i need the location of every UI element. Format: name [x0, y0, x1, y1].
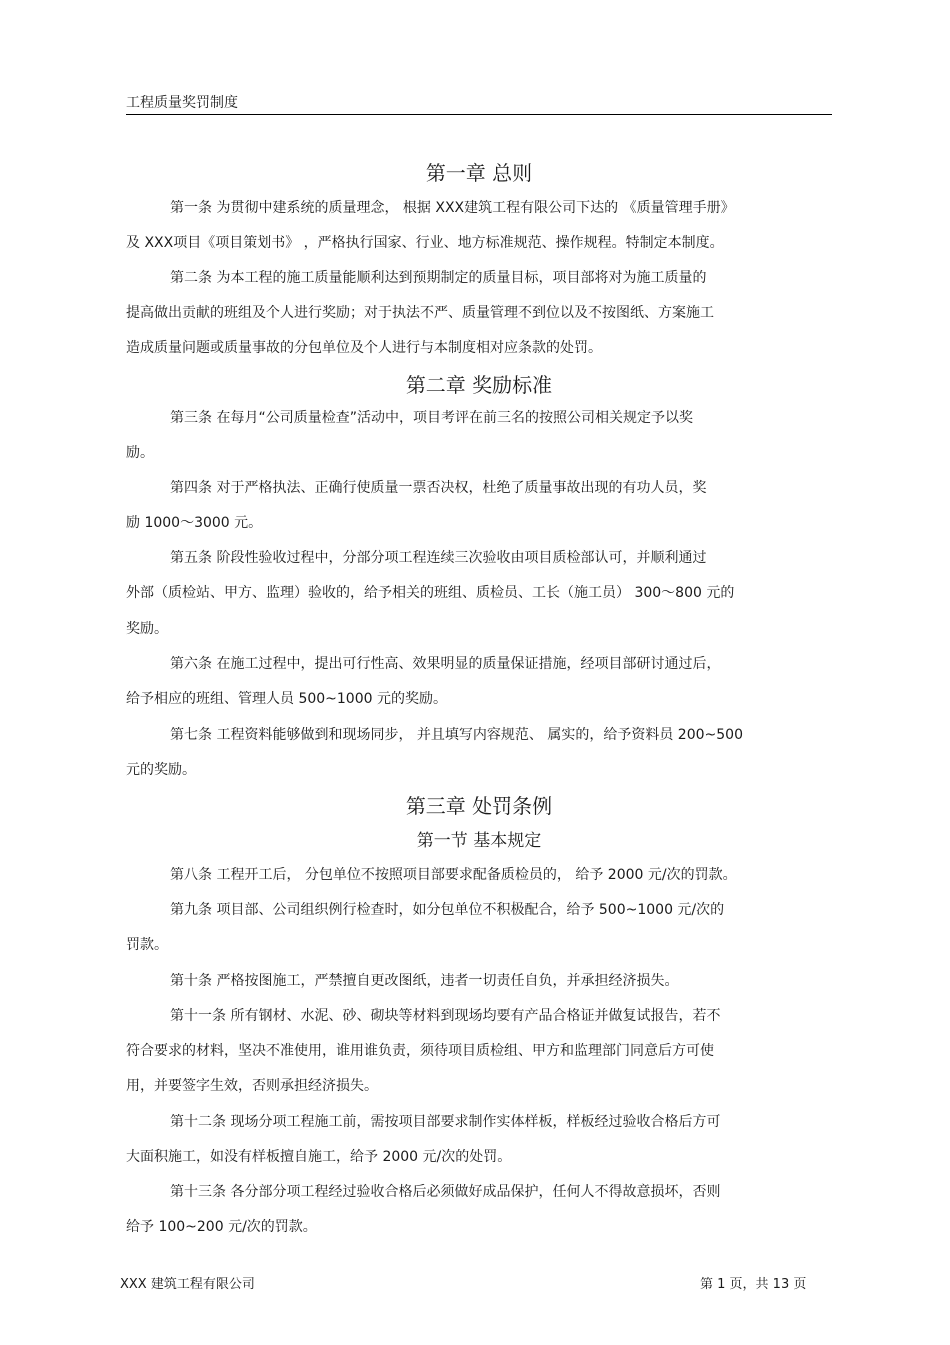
paragraph-line: 给予相应的班组、管理人员 500~1000 元的奖励。: [126, 691, 447, 707]
section-heading: 第一节 基本规定: [416, 831, 542, 851]
paragraph-line: 励。: [126, 445, 154, 461]
paragraph-line: 用，并要签字生效，否则承担经济损失。: [126, 1078, 378, 1094]
paragraph-line: 元的奖励。: [126, 762, 196, 778]
paragraph-line: 第十条 严格按图施工，严禁擅自更改图纸，违者一切责任自负，并承担经济损失。: [170, 973, 679, 989]
paragraph-line: 给予 100~200 元/次的罚款。: [126, 1219, 317, 1235]
paragraph-line: 励 1000～3000 元。: [126, 515, 263, 531]
paragraph-line: 罚款。: [126, 937, 168, 953]
paragraph-line: 第三条 在每月“公司质量检查”活动中，项目考评在前三名的按照公司相关规定予以奖: [170, 410, 693, 426]
chapter-heading: 第三章 处罚条例: [405, 794, 553, 818]
paragraph-line: 造成质量问题或质量事故的分包单位及个人进行与本制度相对应条款的处罚。: [126, 340, 602, 356]
paragraph-line: 第八条 工程开工后， 分包单位不按照项目部要求配备质检员的， 给予 2000 元/次的罚款。: [170, 867, 737, 883]
paragraph-line: 第四条 对于严格执法、正确行使质量一票否决权，杜绝了质量事故出现的有功人员，奖: [170, 480, 707, 496]
paragraph-line: 奖励。: [126, 621, 168, 637]
paragraph-line: 大面积施工，如没有样板擅自施工，给予 2000 元/次的处罚。: [126, 1149, 512, 1165]
paragraph-line: 第六条 在施工过程中，提出可行性高、效果明显的质量保证措施，经项目部研讨通过后，: [170, 656, 721, 672]
footer-company: XXX 建筑工程有限公司: [120, 1277, 255, 1292]
chapter-heading: 第一章 总则: [425, 161, 533, 185]
paragraph-line: 第十一条 所有钢材、水泥、砂、砌块等材料到现场均要有产品合格证并做复试报告，若不: [170, 1008, 721, 1024]
page-header: [126, 90, 832, 115]
header-title: 工程质量奖罚制度: [126, 95, 238, 111]
paragraph-line: 外部（质检站、甲方、监理）验收的，给予相关的班组、质检员、工长（施工员） 300～800 元的: [126, 585, 735, 601]
paragraph-line: 及 XXX项目《项目策划书》 ，严格执行国家、行业、地方标准规范、操作规程。特制定本制度。: [126, 235, 724, 251]
paragraph-line: 第十二条 现场分项工程施工前，需按项目部要求制作实体样板，样板经过验收合格后方可: [170, 1114, 721, 1130]
paragraph-line: 提高做出贡献的班组及个人进行奖励；对于执法不严、质量管理不到位以及不按图纸、方案施工: [126, 305, 714, 321]
paragraph-line: 第七条 工程资料能够做到和现场同步， 并且填写内容规范、 属实的，给予资料员 200~500: [170, 727, 743, 743]
paragraph-line: 第二条 为本工程的施工质量能顺利达到预期制定的质量目标，项目部将对为施工质量的: [170, 270, 707, 286]
footer-page-number: 第 1 页，共 13 页: [700, 1277, 807, 1292]
paragraph-line: 第一条 为贯彻中建系统的质量理念， 根据 XXX建筑工程有限公司下达的 《质量管理手册》: [170, 200, 735, 216]
paragraph-line: 第十三条 各分部分项工程经过验收合格后必须做好成品保护，任何人不得故意损坏，否则: [170, 1184, 721, 1200]
paragraph-line: 符合要求的材料，坚决不准使用，谁用谁负责，须待项目质检组、甲方和监理部门同意后方可使: [126, 1043, 714, 1059]
paragraph-line: 第五条 阶段性验收过程中，分部分项工程连续三次验收由项目质检部认可，并顺利通过: [170, 550, 707, 566]
chapter-heading: 第二章 奖励标准: [405, 373, 553, 397]
paragraph-line: 第九条 项目部、公司组织例行检查时，如分包单位不积极配合，给予 500~1000 元/次的: [170, 902, 725, 918]
